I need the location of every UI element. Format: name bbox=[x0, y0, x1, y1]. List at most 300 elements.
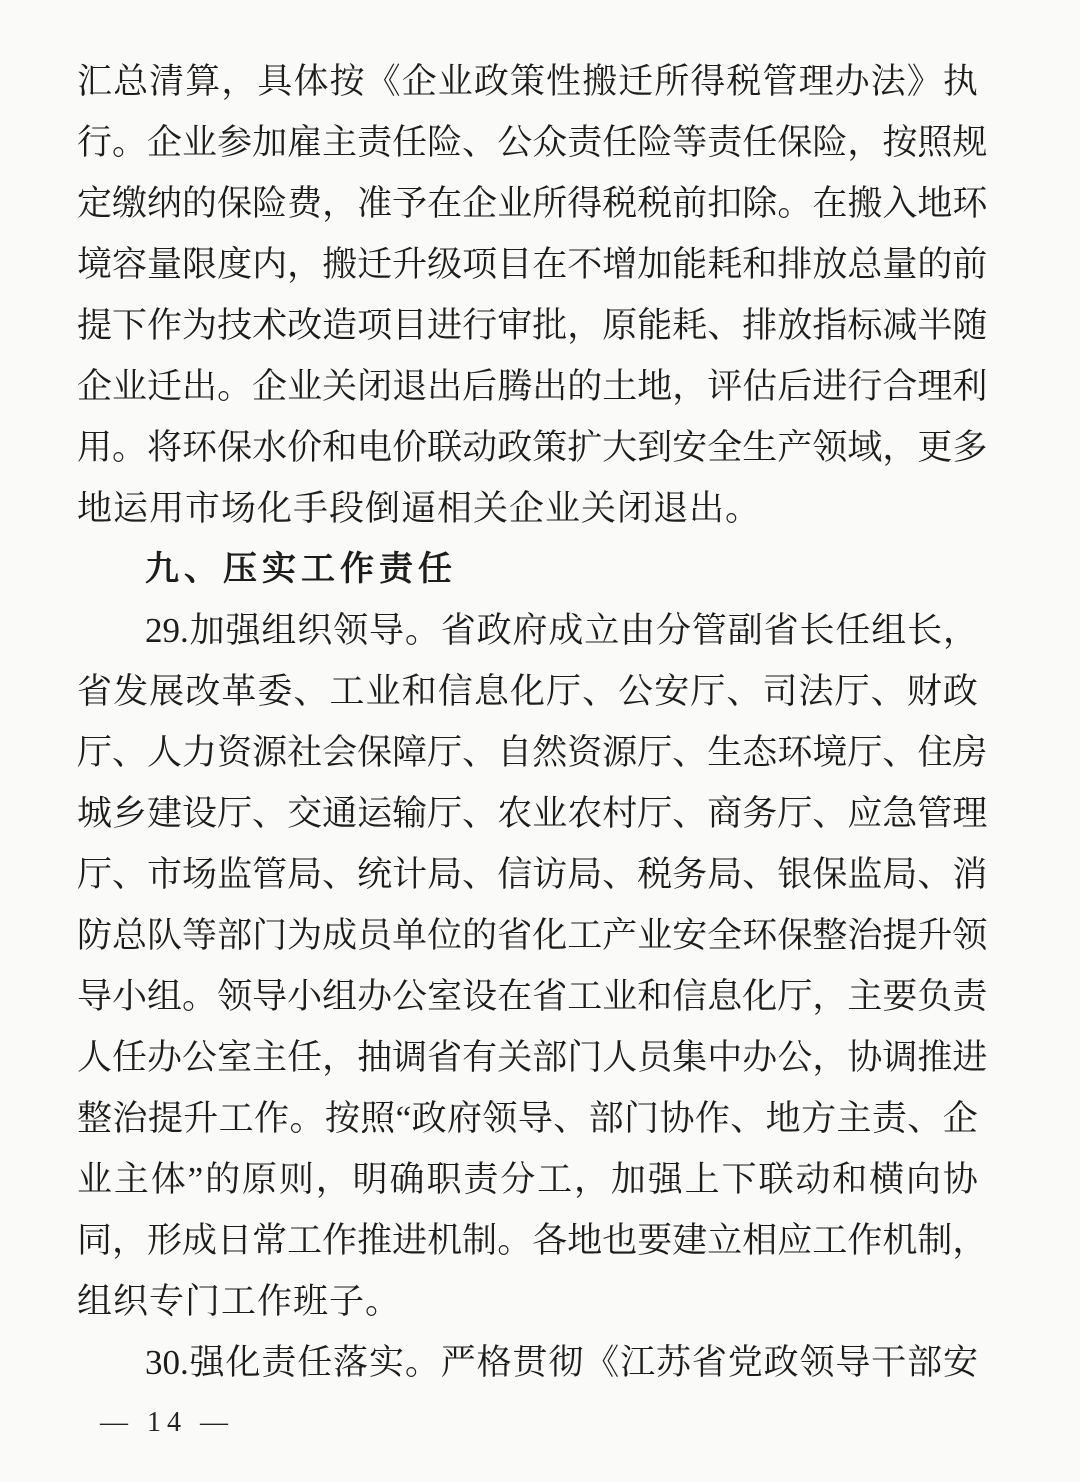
glyph: 评 bbox=[707, 367, 743, 406]
glyph: 能 bbox=[637, 306, 673, 345]
glyph: ， bbox=[315, 1160, 351, 1199]
glyph: 所 bbox=[532, 184, 568, 223]
glyph: 制 bbox=[462, 1221, 498, 1260]
glyph: 》 bbox=[906, 62, 942, 101]
glyph: 除 bbox=[742, 184, 778, 223]
glyph: 闭 bbox=[357, 367, 393, 406]
glyph: 作 bbox=[847, 1221, 883, 1260]
glyph: 众 bbox=[532, 123, 568, 162]
glyph: 所 bbox=[654, 62, 690, 101]
glyph: 常 bbox=[252, 1221, 288, 1260]
glyph: 信 bbox=[497, 855, 533, 894]
glyph: 农 bbox=[497, 794, 533, 833]
glyph: 生 bbox=[742, 428, 778, 467]
glyph: 提 bbox=[77, 306, 113, 345]
glyph: 安 bbox=[942, 1343, 978, 1382]
glyph: 。 bbox=[404, 1343, 440, 1382]
glyph: 财 bbox=[906, 672, 942, 711]
glyph: 展 bbox=[149, 672, 185, 711]
glyph: 协 bbox=[659, 1099, 695, 1138]
glyph: 加 bbox=[610, 1160, 646, 1199]
glyph: 业 bbox=[77, 1160, 113, 1199]
glyph: 贯 bbox=[512, 1343, 548, 1382]
text-line bbox=[77, 1149, 978, 1210]
glyph: 标 bbox=[847, 306, 883, 345]
glyph: 迁 bbox=[357, 245, 393, 284]
glyph: 、 bbox=[553, 1099, 589, 1138]
glyph: 厅 bbox=[77, 855, 113, 894]
glyph: 组 bbox=[871, 611, 907, 650]
glyph: 扣 bbox=[707, 184, 743, 223]
glyph: 业 bbox=[182, 123, 218, 162]
glyph: 保 bbox=[217, 184, 253, 223]
glyph: 前 bbox=[672, 184, 708, 223]
glyph: 建 bbox=[672, 1221, 708, 1260]
glyph: 总 bbox=[847, 245, 883, 284]
glyph: 全 bbox=[707, 428, 743, 467]
glyph: 、 bbox=[672, 733, 708, 772]
glyph: 导 bbox=[835, 1343, 871, 1382]
glyph: 耗 bbox=[707, 245, 743, 284]
text-line bbox=[77, 112, 988, 173]
glyph: 排 bbox=[742, 306, 778, 345]
glyph: 运 bbox=[357, 794, 393, 833]
glyph: 理 bbox=[952, 794, 988, 833]
glyph: 厅 bbox=[847, 733, 883, 772]
glyph: 员 bbox=[357, 916, 393, 955]
glyph: 厅 bbox=[427, 733, 463, 772]
glyph: 单 bbox=[392, 916, 428, 955]
glyph: 任 bbox=[297, 1343, 333, 1382]
glyph: 保 bbox=[812, 855, 848, 894]
glyph: 领 bbox=[333, 611, 369, 650]
glyph: 资 bbox=[217, 733, 253, 772]
glyph: 出 bbox=[532, 367, 568, 406]
glyph: 税 bbox=[637, 855, 673, 894]
glyph: 产 bbox=[602, 916, 638, 955]
glyph: ， bbox=[574, 1160, 610, 1199]
glyph: 急 bbox=[882, 794, 918, 833]
glyph: 目 bbox=[497, 245, 533, 284]
glyph: 的 bbox=[567, 367, 603, 406]
glyph: 定 bbox=[77, 184, 113, 223]
glyph: 办 bbox=[834, 62, 870, 101]
text-line bbox=[77, 783, 988, 844]
glyph: 下 bbox=[721, 1160, 757, 1199]
glyph: 法 bbox=[798, 672, 834, 711]
glyph: 保 bbox=[777, 916, 813, 955]
glyph: 、 bbox=[726, 672, 762, 711]
glyph: 长 bbox=[907, 611, 943, 650]
glyph: 副 bbox=[727, 611, 763, 650]
glyph: ， bbox=[812, 1038, 848, 1077]
glyph: 术 bbox=[252, 306, 288, 345]
glyph: 作 bbox=[254, 1099, 290, 1138]
glyph: 和 bbox=[322, 428, 358, 467]
glyph: 人 bbox=[602, 1038, 638, 1077]
glyph: 门 bbox=[252, 916, 288, 955]
glyph: 防 bbox=[77, 916, 113, 955]
glyph: 照 bbox=[917, 123, 953, 162]
glyph: 在 bbox=[427, 184, 463, 223]
glyph: 境 bbox=[812, 733, 848, 772]
glyph: 组 bbox=[322, 977, 358, 1016]
glyph: ， bbox=[952, 1221, 988, 1260]
glyph: 体 bbox=[150, 1160, 186, 1199]
glyph: 任 bbox=[742, 123, 778, 162]
glyph: 不 bbox=[567, 245, 603, 284]
glyph: 相 bbox=[742, 1221, 778, 1260]
glyph: 负 bbox=[917, 977, 953, 1016]
glyph: 输 bbox=[392, 794, 428, 833]
glyph: 容 bbox=[112, 245, 148, 284]
glyph: 强 bbox=[189, 1343, 225, 1382]
glyph: 横 bbox=[869, 1160, 905, 1199]
glyph: 和 bbox=[637, 977, 673, 1016]
glyph: 厅 bbox=[637, 733, 673, 772]
glyph: 落 bbox=[333, 1343, 369, 1382]
glyph: 公 bbox=[777, 1038, 813, 1077]
glyph: 。 bbox=[497, 1221, 533, 1260]
glyph: 。 bbox=[289, 1099, 325, 1138]
glyph: 省 bbox=[77, 672, 113, 711]
glyph: 业 bbox=[437, 62, 473, 101]
glyph: 管 bbox=[917, 794, 953, 833]
glyph: 有 bbox=[462, 1038, 498, 1077]
glyph: 入 bbox=[882, 184, 918, 223]
glyph: 具 bbox=[257, 62, 293, 101]
glyph: 厅 bbox=[834, 672, 870, 711]
glyph: 设 bbox=[182, 794, 218, 833]
glyph: 厅 bbox=[217, 794, 253, 833]
glyph: 安 bbox=[672, 916, 708, 955]
text-line bbox=[77, 234, 988, 295]
glyph: 加 bbox=[189, 611, 225, 650]
glyph: 设 bbox=[462, 977, 498, 1016]
text-line: 组织专门工作班子。 bbox=[77, 1282, 402, 1321]
glyph: 、 bbox=[672, 794, 708, 833]
glyph: ， bbox=[567, 306, 603, 345]
glyph: 局 bbox=[287, 855, 323, 894]
glyph: 组 bbox=[147, 977, 183, 1016]
glyph: 抽 bbox=[357, 1038, 393, 1077]
text-line bbox=[77, 966, 988, 1027]
glyph: 下 bbox=[112, 306, 148, 345]
glyph: 强 bbox=[225, 611, 261, 650]
glyph: 业 bbox=[497, 184, 533, 223]
glyph: 策 bbox=[509, 62, 545, 101]
glyph: 原 bbox=[602, 306, 638, 345]
glyph: 、 bbox=[882, 733, 918, 772]
glyph: 为 bbox=[182, 306, 218, 345]
glyph: 责 bbox=[707, 123, 743, 162]
glyph: 价 bbox=[392, 428, 428, 467]
glyph: 司 bbox=[762, 672, 798, 711]
text-line bbox=[77, 356, 988, 417]
glyph: 责 bbox=[871, 1099, 907, 1138]
glyph: 场 bbox=[182, 855, 218, 894]
glyph: 发 bbox=[113, 672, 149, 711]
glyph: 工 bbox=[329, 672, 365, 711]
glyph: 半 bbox=[917, 306, 953, 345]
glyph: 出 bbox=[182, 367, 218, 406]
glyph: 业 bbox=[637, 916, 673, 955]
text-line bbox=[77, 1332, 978, 1393]
glyph: 的 bbox=[462, 916, 498, 955]
glyph: 责 bbox=[463, 1160, 499, 1199]
glyph: 室 bbox=[217, 1038, 253, 1077]
glyph: 原 bbox=[241, 1160, 277, 1199]
glyph: 联 bbox=[427, 428, 463, 467]
glyph: 计 bbox=[392, 855, 428, 894]
glyph: 《 bbox=[584, 1343, 620, 1382]
glyph: 成 bbox=[182, 1221, 218, 1260]
glyph: 领 bbox=[799, 1343, 835, 1382]
glyph: 治 bbox=[847, 916, 883, 955]
glyph: 按 bbox=[324, 1099, 360, 1138]
glyph: 住 bbox=[917, 733, 953, 772]
glyph: 应 bbox=[847, 794, 883, 833]
glyph: 也 bbox=[602, 1221, 638, 1260]
glyph: ， bbox=[221, 62, 257, 101]
glyph: 协 bbox=[847, 1038, 883, 1077]
glyph: 办 bbox=[357, 977, 393, 1016]
glyph: 环 bbox=[742, 916, 778, 955]
glyph: 搬 bbox=[582, 62, 618, 101]
glyph: 制 bbox=[917, 1221, 953, 1260]
glyph: ， bbox=[322, 1038, 358, 1077]
glyph: 、 bbox=[730, 1099, 766, 1138]
glyph: 境 bbox=[77, 245, 113, 284]
glyph: 生 bbox=[707, 733, 743, 772]
glyph: 成 bbox=[548, 611, 584, 650]
glyph: 汇 bbox=[77, 62, 113, 101]
glyph: 小 bbox=[287, 977, 323, 1016]
glyph: 电 bbox=[357, 428, 393, 467]
glyph: 分 bbox=[655, 611, 691, 650]
glyph: 。 bbox=[182, 977, 218, 1016]
glyph: 领 bbox=[952, 916, 988, 955]
glyph: 的 bbox=[182, 184, 218, 223]
glyph: 《 bbox=[365, 62, 401, 101]
glyph: 地 bbox=[917, 184, 953, 223]
glyph: 在 bbox=[497, 977, 533, 1016]
glyph: 主 bbox=[322, 123, 358, 162]
glyph: 地 bbox=[567, 1221, 603, 1260]
glyph: 、 bbox=[462, 794, 498, 833]
glyph: 行 bbox=[847, 367, 883, 406]
glyph: 项 bbox=[357, 306, 393, 345]
glyph: 搬 bbox=[322, 245, 358, 284]
glyph: 退 bbox=[392, 367, 428, 406]
glyph: 进 bbox=[812, 367, 848, 406]
glyph: 建 bbox=[147, 794, 183, 833]
glyph: 前 bbox=[952, 245, 988, 284]
glyph: 息 bbox=[707, 977, 743, 1016]
glyph: 为 bbox=[287, 916, 323, 955]
glyph: 管 bbox=[252, 855, 288, 894]
glyph: 保 bbox=[357, 733, 393, 772]
glyph: 29. bbox=[145, 611, 189, 650]
glyph: 用 bbox=[77, 428, 113, 467]
glyph: 任 bbox=[835, 611, 871, 650]
glyph: 格 bbox=[476, 1343, 512, 1382]
glyph: 企 bbox=[77, 367, 113, 406]
glyph: 业 bbox=[602, 977, 638, 1016]
glyph: 省 bbox=[427, 1038, 463, 1077]
glyph: 协 bbox=[942, 1160, 978, 1199]
glyph: 的 bbox=[917, 245, 953, 284]
glyph: 随 bbox=[952, 306, 988, 345]
glyph: 。 bbox=[777, 184, 813, 223]
glyph: 业 bbox=[287, 367, 323, 406]
glyph: 息 bbox=[473, 672, 509, 711]
glyph: 后 bbox=[777, 367, 813, 406]
glyph: 形 bbox=[147, 1221, 183, 1260]
glyph: 费 bbox=[287, 184, 323, 223]
glyph: 严 bbox=[440, 1343, 476, 1382]
glyph: 雇 bbox=[287, 123, 323, 162]
glyph: 级 bbox=[427, 245, 463, 284]
glyph: 厅 bbox=[546, 672, 582, 711]
glyph: 局 bbox=[567, 855, 603, 894]
glyph: 化 bbox=[742, 977, 778, 1016]
glyph: 企 bbox=[252, 367, 288, 406]
glyph: 、 bbox=[112, 733, 148, 772]
text-line bbox=[77, 173, 988, 234]
glyph: 局 bbox=[707, 855, 743, 894]
section-heading: 九、压实工作责任 bbox=[145, 550, 457, 588]
glyph: 政 bbox=[476, 611, 512, 650]
glyph: 明 bbox=[352, 1160, 388, 1199]
glyph: 企 bbox=[147, 123, 183, 162]
glyph: 域 bbox=[847, 428, 883, 467]
text-line bbox=[77, 600, 978, 661]
glyph: 缴 bbox=[112, 184, 148, 223]
glyph: 险 bbox=[812, 123, 848, 162]
glyph: 提 bbox=[147, 1099, 183, 1138]
glyph: 、 bbox=[812, 794, 848, 833]
glyph: 税 bbox=[637, 184, 673, 223]
glyph: 局 bbox=[427, 855, 463, 894]
glyph: 社 bbox=[287, 733, 323, 772]
glyph: 扩 bbox=[567, 428, 603, 467]
glyph: 估 bbox=[742, 367, 778, 406]
glyph: 。 bbox=[112, 428, 148, 467]
glyph: 。 bbox=[217, 367, 253, 406]
glyph: 统 bbox=[357, 855, 393, 894]
glyph: 整 bbox=[77, 1099, 113, 1138]
glyph: 指 bbox=[812, 306, 848, 345]
glyph: 机 bbox=[427, 1221, 463, 1260]
glyph: 减 bbox=[882, 306, 918, 345]
glyph: 导 bbox=[77, 977, 113, 1016]
glyph: 公 bbox=[182, 1038, 218, 1077]
glyph: 厅 bbox=[690, 672, 726, 711]
glyph: 的 bbox=[205, 1160, 241, 1199]
glyph: 税 bbox=[726, 62, 762, 101]
glyph: 机 bbox=[882, 1221, 918, 1260]
glyph: ， bbox=[812, 977, 848, 1016]
glyph: 理 bbox=[917, 367, 953, 406]
glyph: 加 bbox=[637, 245, 673, 284]
glyph: 腾 bbox=[497, 367, 533, 406]
glyph: 工 bbox=[812, 1221, 848, 1260]
glyph: 照 bbox=[360, 1099, 396, 1138]
glyph: 和 bbox=[832, 1160, 868, 1199]
glyph: 总 bbox=[113, 62, 149, 101]
glyph: 部 bbox=[217, 916, 253, 955]
glyph: 党 bbox=[727, 1343, 763, 1382]
glyph: 各 bbox=[532, 1221, 568, 1260]
glyph: 厅 bbox=[777, 794, 813, 833]
glyph: 监 bbox=[217, 855, 253, 894]
glyph: 放 bbox=[777, 306, 813, 345]
glyph: 责 bbox=[261, 1343, 297, 1382]
document-body bbox=[77, 51, 988, 1393]
glyph: 村 bbox=[602, 794, 638, 833]
glyph: 态 bbox=[742, 733, 778, 772]
glyph: 加 bbox=[252, 123, 288, 162]
glyph: 安 bbox=[672, 428, 708, 467]
glyph: 、 bbox=[112, 855, 148, 894]
glyph: 参 bbox=[217, 123, 253, 162]
glyph: 税 bbox=[602, 184, 638, 223]
glyph: 、 bbox=[870, 672, 906, 711]
glyph: 局 bbox=[882, 855, 918, 894]
glyph: 、 bbox=[462, 733, 498, 772]
glyph: 搬 bbox=[847, 184, 883, 223]
glyph: 量 bbox=[147, 245, 183, 284]
glyph: 关 bbox=[497, 1038, 533, 1077]
glyph: 、 bbox=[462, 123, 498, 162]
glyph: 安 bbox=[654, 672, 690, 711]
text-line bbox=[77, 722, 988, 783]
glyph: 、 bbox=[582, 672, 618, 711]
glyph: 、 bbox=[742, 855, 778, 894]
glyph: 后 bbox=[462, 367, 498, 406]
glyph: 自 bbox=[497, 733, 533, 772]
glyph: 理 bbox=[798, 62, 834, 101]
glyph: 调 bbox=[392, 1038, 428, 1077]
glyph: 、 bbox=[602, 855, 638, 894]
glyph: 领 bbox=[482, 1099, 518, 1138]
glyph: 按 bbox=[882, 123, 918, 162]
glyph: ” bbox=[187, 1160, 204, 1199]
glyph: 府 bbox=[512, 611, 548, 650]
glyph: 准 bbox=[357, 184, 393, 223]
glyph: 得 bbox=[567, 184, 603, 223]
glyph: 性 bbox=[546, 62, 582, 101]
glyph: 改 bbox=[185, 672, 221, 711]
glyph: 清 bbox=[149, 62, 185, 101]
glyph: 访 bbox=[532, 855, 568, 894]
glyph: 作 bbox=[694, 1099, 730, 1138]
glyph: 迁 bbox=[147, 367, 183, 406]
glyph: 化 bbox=[532, 916, 568, 955]
glyph: 等 bbox=[182, 916, 218, 955]
glyph: 部 bbox=[907, 1343, 943, 1382]
glyph: 银 bbox=[777, 855, 813, 894]
glyph: ， bbox=[322, 184, 358, 223]
glyph: 干 bbox=[871, 1343, 907, 1382]
glyph: 主 bbox=[252, 1038, 288, 1077]
glyph: 工 bbox=[567, 977, 603, 1016]
glyph: 多 bbox=[952, 428, 988, 467]
glyph: 行 bbox=[462, 306, 498, 345]
glyph: 上 bbox=[684, 1160, 720, 1199]
text-line bbox=[77, 51, 978, 112]
